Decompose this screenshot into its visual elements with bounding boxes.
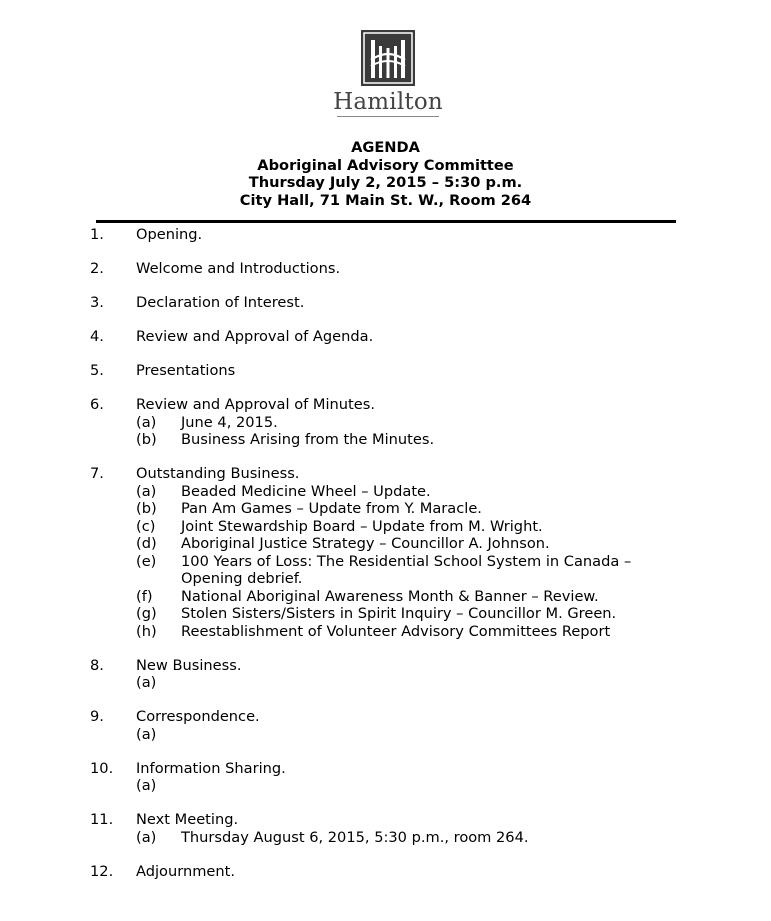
subitem-letter: (b)	[136, 431, 157, 448]
agenda-item-number: 6.	[90, 396, 104, 413]
agenda-item	[0, 294, 771, 312]
agenda-subitem	[0, 414, 771, 432]
agenda-subitem	[0, 588, 771, 606]
agenda-item	[0, 226, 771, 244]
agenda-item-text: Information Sharing.	[136, 759, 286, 777]
agenda-item-number: 1.	[90, 226, 104, 243]
subitem-letter: (a)	[136, 777, 157, 794]
agenda-subitem	[0, 535, 771, 553]
agenda-subitem	[0, 674, 771, 692]
agenda-item-text: Review and Approval of Minutes.	[136, 396, 375, 413]
agenda-subitem	[0, 623, 771, 641]
agenda-item	[0, 760, 771, 795]
logo-underline	[337, 116, 439, 117]
agenda-item-text: Outstanding Business.	[136, 465, 300, 482]
agenda-subitem	[0, 777, 771, 795]
agenda-subitem	[0, 483, 771, 501]
agenda-items-list	[0, 226, 771, 897]
agenda-item-text: Welcome and Introductions.	[136, 260, 341, 277]
subitem-letter: (d)	[136, 535, 157, 552]
subitem-letter: (c)	[136, 517, 156, 535]
subitem-text: Reestablishment of Volunteer Advisory Committees Report	[181, 622, 611, 640]
agenda-subitem	[0, 553, 771, 588]
agenda-subitem	[0, 431, 771, 449]
agenda-item	[0, 396, 771, 449]
subitem-letter: (f)	[136, 587, 153, 605]
agenda-item-text: Adjournment.	[136, 862, 236, 880]
agenda-item	[0, 811, 771, 846]
subitem-text: Stolen Sisters/Sisters in Spirit Inquiry – Councillor M. Green.	[181, 605, 617, 622]
subitem-text: Beaded Medicine Wheel – Update.	[181, 482, 431, 500]
committee-name: Aboriginal Advisory Committee	[257, 156, 514, 174]
subitem-letter: (h)	[136, 622, 157, 640]
subitem-letter: (b)	[136, 500, 157, 517]
subitem-text: National Aboriginal Awareness Month & Banner – Review.	[181, 587, 599, 605]
agenda-subitem	[0, 605, 771, 623]
agenda-item-number: 7.	[90, 465, 104, 482]
agenda-item-number: 2.	[90, 260, 104, 277]
subitem-letter: (a)	[136, 674, 157, 691]
agenda-title: AGENDA	[351, 139, 420, 156]
subitem-letter: (a)	[136, 725, 157, 743]
agenda-subitem	[0, 518, 771, 536]
agenda-item-number: 11.	[90, 811, 114, 828]
agenda-item-number: 9.	[90, 708, 104, 725]
agenda-item-text: Correspondence.	[136, 708, 260, 725]
agenda-subitem	[0, 726, 771, 744]
subitem-text: 100 Years of Loss: The Residential School System in Canada – Opening debrief.	[181, 552, 632, 587]
agenda-item-number: 12.	[90, 862, 114, 880]
subitem-text: Aboriginal Justice Strategy – Councillor A. Johnson.	[181, 535, 550, 552]
agenda-item	[0, 328, 771, 346]
agenda-item-number: 10.	[90, 759, 114, 777]
subitem-text: Thursday August 6, 2015, 5:30 p.m., room 264.	[181, 828, 529, 846]
header-divider	[96, 220, 676, 223]
agenda-item-number: 3.	[90, 294, 104, 311]
agenda-subitem	[0, 829, 771, 847]
subitem-letter: (a)	[136, 828, 157, 846]
agenda-item	[0, 863, 771, 881]
hamilton-logo-icon	[361, 30, 415, 86]
subitem-text: Business Arising from the Minutes.	[181, 431, 435, 448]
agenda-item	[0, 708, 771, 743]
agenda-item	[0, 260, 771, 278]
agenda-item-number: 5.	[90, 362, 104, 379]
subitem-letter: (e)	[136, 552, 157, 570]
meeting-date-time: Thursday July 2, 2015 – 5:30 p.m.	[248, 174, 523, 191]
agenda-item-text: Next Meeting.	[136, 811, 239, 828]
agenda-item-text: Declaration of Interest.	[136, 294, 305, 311]
agenda-item-text: New Business.	[136, 656, 242, 674]
subitem-text: Pan Am Games – Update from Y. Maracle.	[181, 500, 482, 517]
agenda-header	[0, 139, 771, 209]
agenda-item	[0, 362, 771, 380]
logo-wordmark: Hamilton	[333, 89, 443, 115]
agenda-subitem	[0, 500, 771, 518]
hamilton-logo	[333, 30, 443, 120]
agenda-item	[0, 465, 771, 640]
subitem-text: Joint Stewardship Board – Update from M. Wright.	[181, 517, 543, 535]
agenda-item-text: Review and Approval of Agenda.	[136, 328, 374, 345]
agenda-item	[0, 657, 771, 692]
agenda-item-number: 8.	[90, 656, 104, 674]
subitem-text: June 4, 2015.	[181, 413, 278, 431]
subitem-letter: (a)	[136, 413, 157, 431]
subitem-letter: (g)	[136, 605, 157, 622]
agenda-item-number: 4.	[90, 328, 104, 345]
agenda-item-text: Presentations	[136, 362, 236, 379]
agenda-item-text: Opening.	[136, 226, 203, 243]
meeting-location: City Hall, 71 Main St. W., Room 264	[239, 191, 532, 209]
subitem-letter: (a)	[136, 482, 157, 500]
